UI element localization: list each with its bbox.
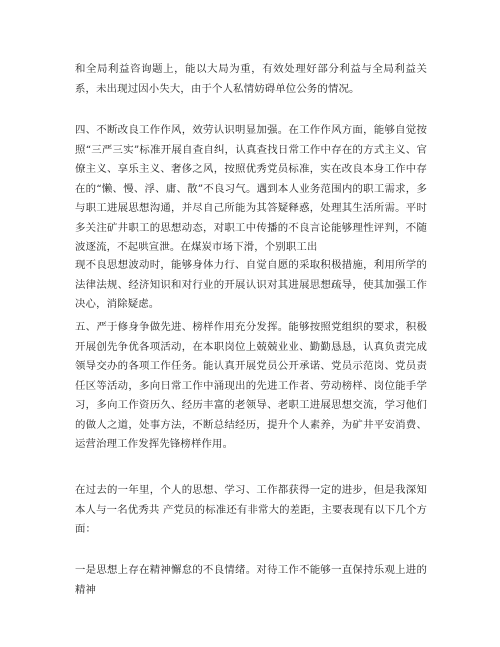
paragraph-4: 五、严于修身争做先进、榜样作用充分发挥。能够按照党组织的要求，积极开展创先争优各项活动，在本职岗位上兢兢业业、勤勤恳恳，认真负责完成领导交办的各项工作任务。能认真开展党员公开承诺、党员示范岗、党员责任区等活动，多向日常工作中涌现出的先进工作者、劳动榜样、岗位能手学习，多向工作资历久、经历丰富的老领导、老职工进展思想交流，学习他们的做人之道，处事方法，不断总结经历，提升个人素养，为矿井平安消费、运营治理工作发挥先锋榜样作用。 (75, 321, 427, 450)
paragraph-6: 一是思想上存在精神懈怠的不良情绪。对待工作不能够一直保持乐观上进的精神 (75, 564, 427, 596)
paragraph-1: 和全局利益咨询题上，能以大局为重，有效处理好部分利益与全局利益关系，未出现过因小失大，由于个人私情妨碍单位公务的情况。 (75, 63, 427, 95)
paragraph-5: 在过去的一年里，个人的思想、学习、工作都获得一定的进步，但是我深知本人与一名优秀共 产党员的标准还有非常大的差距，主要表现有以下几个方面： (75, 484, 427, 535)
paragraph-3: 现不良思想波动时，能够身体力行、自觉自愿的采取积极措施，利用所学的法律法规、经济知识和对行业的开展认识对其进展思想疏导，使其加强工作决心，消除疑虑。 (75, 259, 427, 310)
paragraph-2: 四、不断改良工作作风，效劳认识明显加强。在工作作风方面，能够自觉按照“三严三实”标准开展自查自纠，认真查找日常工作中存在的方式主义、官僚主义、享乐主义、奢侈之风，按照优秀党员标准，实在改良本身工作中存在的“懒、慢、浮、庸、散”不良习气。遇到本人业务范围内的职工需求，多与职工进展思想沟通，并尽自己所能为其答疑释惑，处理其生活所需。平时多关注矿井职工的思想动态，对职工中传播的不良言论能够理性评判，不随波逐流，不起哄宣泄。在煤炭市场下滑，个别职工出 (75, 124, 427, 253)
